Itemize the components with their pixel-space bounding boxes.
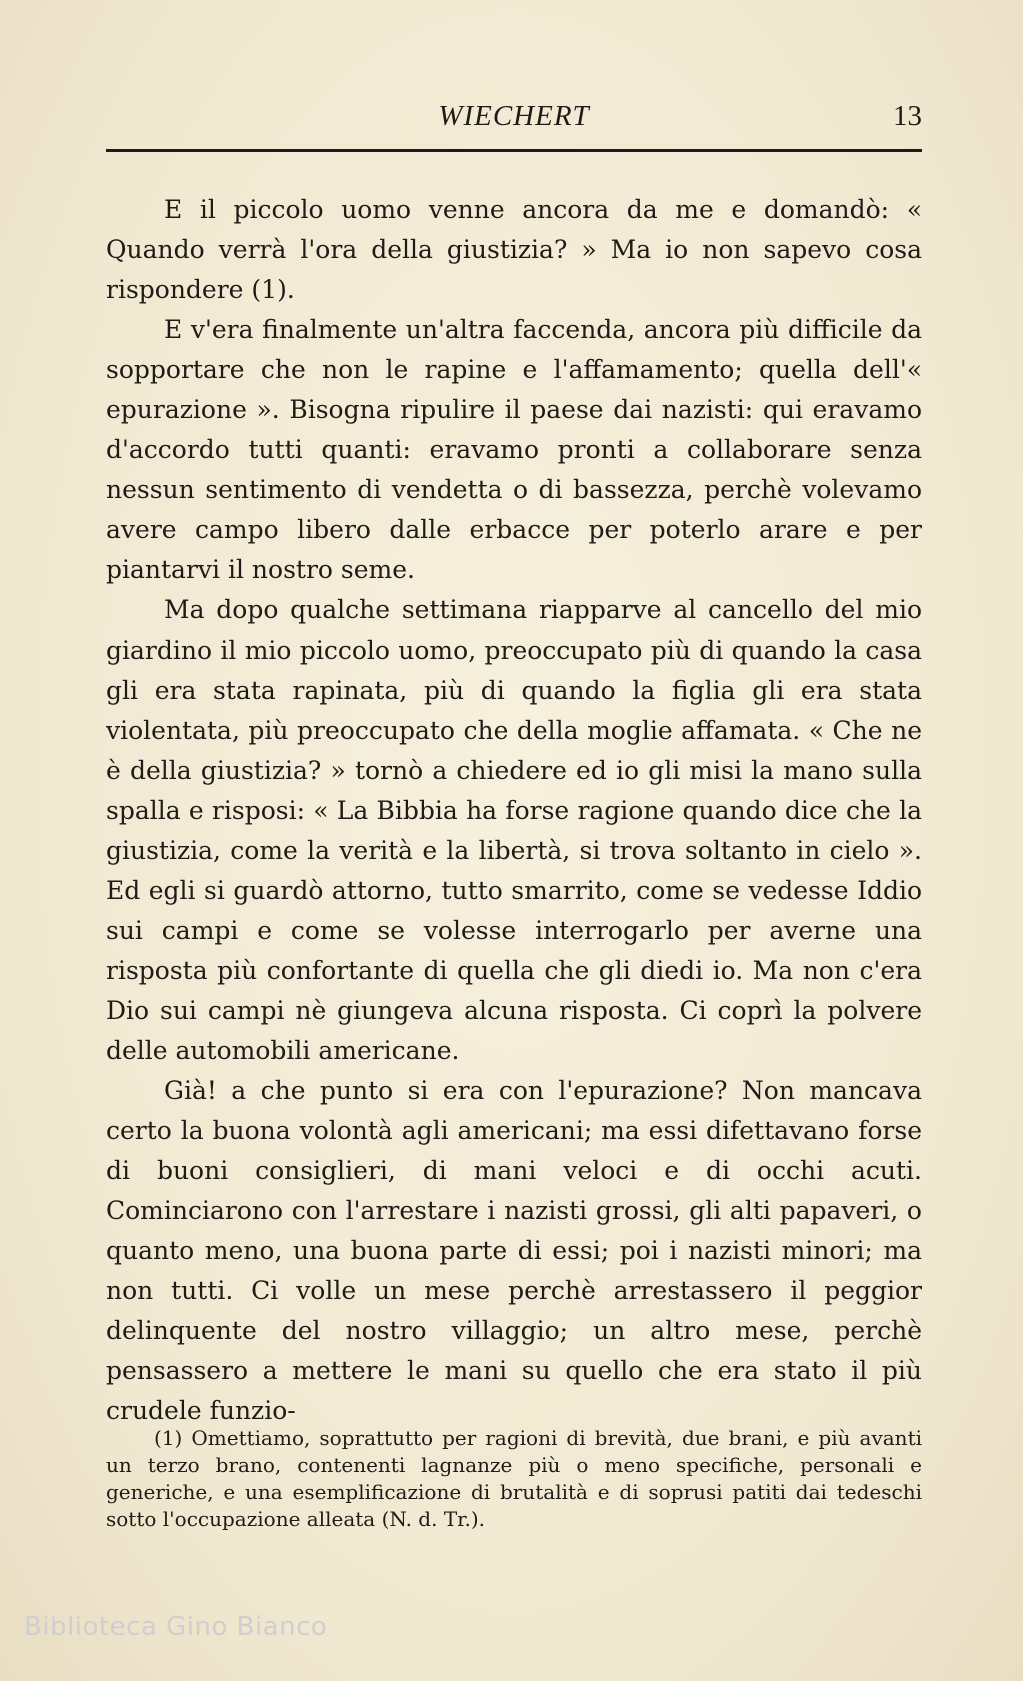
running-head: WIECHERT xyxy=(438,100,590,132)
page-header xyxy=(106,96,922,136)
paragraph: Ma dopo qualche settimana riapparve al cancello del mio giardino il mio piccolo uomo, preoccupato più di quando la casa gli era stata rapinata, più di quando la figlia gli era stata violentata, più preoccupato che della moglie affamata. « Che ne è della giustizia? » tornò a chiedere ed io gli misi la mano sulla spalla e risposi: « La Bibbia ha forse ragione quando dice che la giustizia, come la verità e la libertà, si trova soltanto in cielo ». Ed egli si guardò attorno, tutto smarrito, come se vedesse Iddio sui campi e come se volesse interrogarlo per averne una risposta più confortante di quella che gli diedi io. Ma non c'era Dio sui campi nè giungeva alcuna risposta. Ci coprì la polvere delle automobili americane. xyxy=(106,595,922,1065)
body-text xyxy=(106,190,922,1431)
paragraph: E il piccolo uomo venne ancora da me e domandò: « Quando verrà l'ora della giustizia? » Ma io non sapevo cosa rispondere (1). xyxy=(106,195,922,305)
page-number: 13 xyxy=(893,100,922,132)
footnote-text: (1) Omettiamo, soprattutto per ragioni di brevità, due brani, e più avanti un terzo brano, contenenti lagnanze più o meno specifiche, personali e generiche, e una esemplificazione di brutalità e di soprusi patiti dai tedeschi sotto l'occupazione alleata (N. d. Tr.). xyxy=(106,1426,922,1531)
paragraph: E v'era finalmente un'altra faccenda, ancora più difficile da sopportare che non le rapine e l'affamamento; quella dell'« epurazione ». Bisogna ripulire il paese dai nazisti: qui eravamo d'accordo tutti quanti: eravamo pronti a collaborare senza nessun sentimento di vendetta o di bassezza, perchè volevamo avere campo libero dalle erbacce per poterlo arare e per piantarvi il nostro seme. xyxy=(106,315,922,585)
header-rule xyxy=(106,149,922,152)
footnote xyxy=(106,1425,922,1533)
paragraph: Già! a che punto si era con l'epurazione? Non mancava certo la buona volontà agli americani; ma essi difettavano forse di buoni consiglieri, di mani veloci e di occhi acuti. Cominciarono con l'arrestare i nazisti grossi, gli alti papaveri, o quanto meno, una buona parte di essi; poi i nazisti minori; ma non tutti. Ci volle un mese perchè arrestassero il peggior delinquente del nostro villaggio; un altro mese, perchè pensassero a mettere le mani su quello che era stato il più crudele funzio- xyxy=(106,1076,922,1426)
library-watermark: Biblioteca Gino Bianco xyxy=(24,1612,328,1642)
